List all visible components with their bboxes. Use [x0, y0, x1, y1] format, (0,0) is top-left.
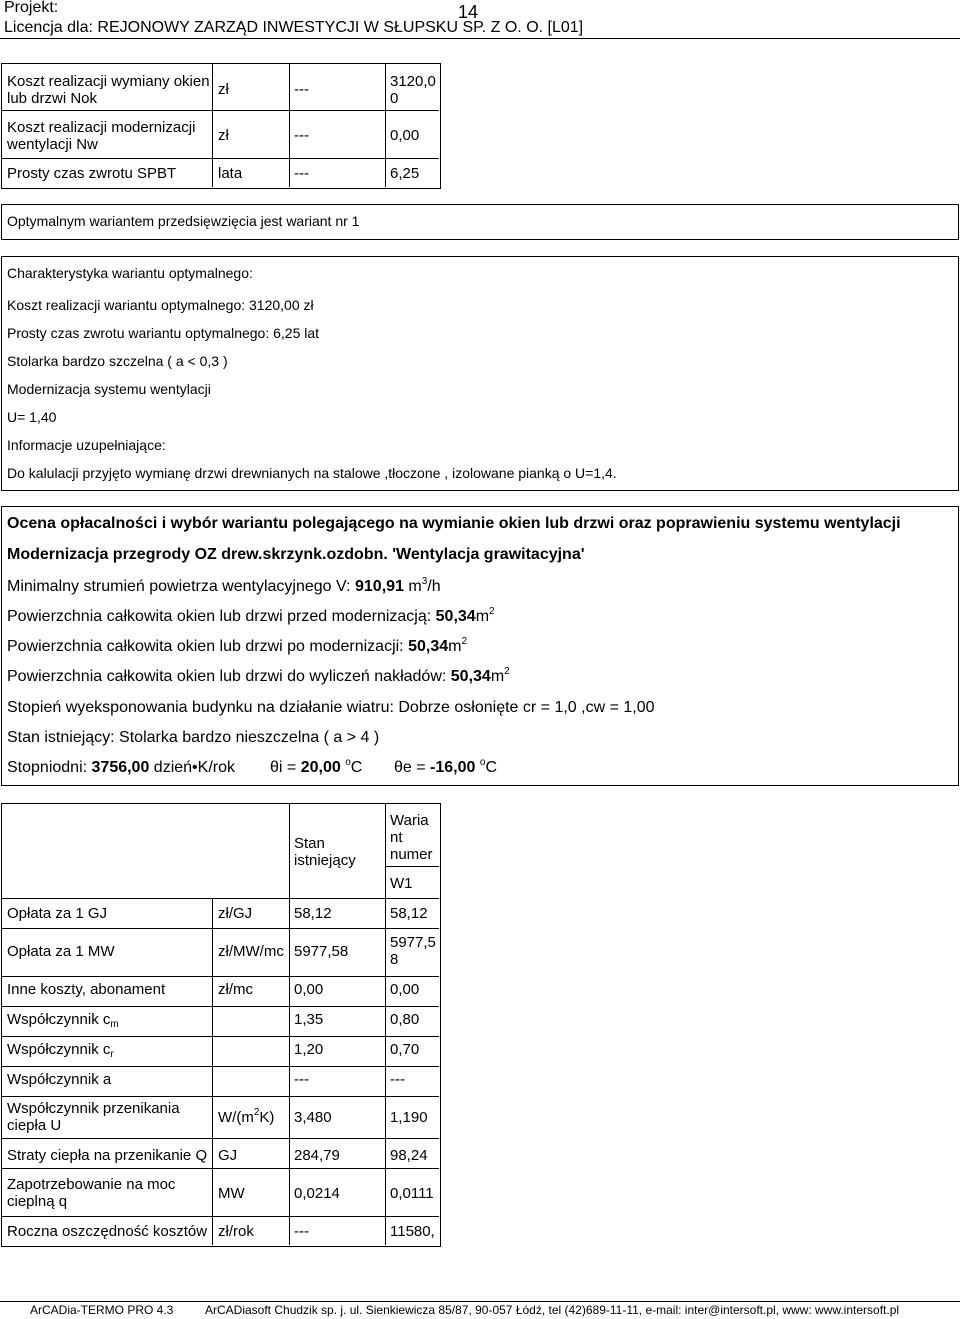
- ventilation-cost-label-2: wentylacji Nw: [7, 136, 98, 153]
- area-after-exp: 2: [461, 636, 468, 647]
- row-gj-variant: 58,12: [390, 905, 428, 922]
- row-gj-state: 58,12: [294, 905, 332, 922]
- area-after-label: Powierzchnia całkowita okien lub drzwi po modernizacji:: [7, 638, 409, 655]
- row-q-label: Straty ciepła na przenikanie Q: [7, 1147, 208, 1164]
- spbt-value: 6,25: [390, 165, 420, 182]
- degree-days-label: Stopniodni:: [7, 759, 92, 776]
- row-cr-state: 1,20: [294, 1041, 324, 1058]
- row-cm-state: 1,35: [294, 1011, 324, 1028]
- window-cost-label-2: lub drzwi Nok: [7, 90, 98, 107]
- theta-i-deg: o: [345, 757, 351, 768]
- row-power-unit: MW: [218, 1185, 245, 1202]
- area-after-unit: m: [448, 638, 462, 655]
- license-line: Licencja dla: REJONOWY ZARZĄD INWESTYCJI W SŁUPSKU SP. Z O. O. [L01]: [4, 19, 584, 36]
- theta-e-unit: C: [485, 759, 497, 776]
- airflow-exp: 3: [421, 576, 428, 587]
- area-before-unit: m: [475, 608, 490, 625]
- window-cost-value: 3120,0: [390, 73, 436, 90]
- theta-i: [270, 759, 362, 777]
- spbt-unit: lata: [218, 165, 243, 182]
- col-variant-id: W1: [390, 875, 413, 892]
- theta-i-value: 20,00: [300, 759, 341, 776]
- footer-company: ArCADiasoft Chudzik sp. j. ul. Sienkiewicza 85/87, 90-057 Łódź, tel (42)689-11-11, e-mail: inter@intersoft.pl, www: www.intersoft.pl: [205, 1303, 900, 1317]
- area-cost-label: Powierzchnia całkowita okien lub drzwi do wyliczeń nakładów:: [7, 668, 451, 685]
- row-mw-variant-2: 8: [390, 951, 399, 968]
- row-u-label-2: ciepła U: [7, 1117, 62, 1134]
- theta-i-unit: C: [350, 759, 363, 776]
- col-variant-header-1: Waria: [390, 812, 429, 829]
- theta-i-symbol: θ: [270, 759, 279, 776]
- airflow-value: 910,91: [355, 578, 404, 595]
- row-power-label: Zapotrzebowanie na moc: [7, 1176, 176, 1193]
- ventilation-cost-value: 0,00: [390, 127, 420, 144]
- row-q-state: 284,79: [294, 1147, 340, 1164]
- row-cm-label: [7, 1011, 119, 1028]
- row-u-state: 3,480: [294, 1109, 332, 1126]
- row-savings-state: ---: [294, 1223, 309, 1240]
- row-cr-label-text: Współczynnik c: [7, 1041, 111, 1058]
- row-other-state: 0,00: [294, 981, 324, 998]
- col-state-header-2: istniejący: [294, 852, 356, 869]
- col-state-header-1: Stan: [294, 835, 325, 852]
- airflow-line: [7, 578, 441, 596]
- area-cost-line: [7, 668, 510, 686]
- optimal-variant-text: Optymalnym wariantem przedsięwzięcia jest wariant nr 1: [7, 213, 360, 229]
- row-power-variant: 0,0111: [390, 1185, 434, 1202]
- assessment-title: Ocena opłacalności i wybór wariantu polegającego na wymianie okien lub drzwi oraz poprawieniu systemu wentylacji: [7, 515, 901, 532]
- u-value: U= 1,40: [7, 409, 57, 425]
- area-before-line: [7, 608, 495, 626]
- row-cr-label-sub: r: [110, 1049, 114, 1060]
- theta-i-label: i =: [278, 759, 301, 776]
- row-u-unit-tail: K): [259, 1109, 275, 1126]
- theta-e-label: e =: [402, 759, 431, 776]
- row-u-label: Współczynnik przenikania: [7, 1100, 180, 1117]
- info-text: Do kalulacji przyjęto wymianę drzwi drewnianych na stalowe ,tłoczone , izolowane pianką o U=1,4.: [7, 465, 617, 481]
- theta-e-deg: o: [479, 757, 486, 768]
- ventilation-cost-dash: ---: [294, 127, 309, 144]
- row-gj-unit: zł/GJ: [218, 905, 253, 922]
- theta-e-value: -16,00: [430, 759, 476, 776]
- row-mw-unit: zł/MW/mc: [218, 943, 284, 960]
- row-a-variant: ---: [390, 1071, 405, 1088]
- characteristics-box: [1, 256, 959, 491]
- col-variant-header-3: numer: [390, 846, 433, 863]
- airflow-tail: /h: [427, 578, 441, 595]
- characteristics-heading: Charakterystyka wariantu optymalnego:: [7, 265, 253, 281]
- row-gj-label: Opłata za 1 GJ: [7, 905, 108, 922]
- row-mw-state: 5977,58: [294, 943, 349, 960]
- row-u-unit-text: W/(m: [218, 1109, 254, 1126]
- degree-days-value: 3756,00: [91, 759, 150, 776]
- row-mw-variant: 5977,5: [390, 934, 436, 951]
- row-cm-label-text: Współczynnik c: [7, 1011, 111, 1028]
- optimal-cost-line: Koszt realizacji wariantu optymalnego: 3120,00 zł: [7, 297, 314, 313]
- footer-rule: [0, 1301, 960, 1302]
- header-rule: [0, 38, 960, 39]
- row-u-unit: [218, 1109, 274, 1126]
- ventilation-item: Modernizacja systemu wentylacji: [7, 381, 211, 397]
- spbt-dash: ---: [294, 165, 309, 182]
- page-number: 14: [458, 2, 479, 22]
- row-u-unit-exp: 2: [253, 1107, 260, 1118]
- wind-exposure-line: Stopień wyeksponowania budynku na działanie wiatru: Dobrze osłonięte cr = 1,0 ,cw = 1,00: [7, 699, 655, 716]
- row-cr-variant: 0,70: [390, 1041, 420, 1058]
- row-a-label: Współczynnik a: [7, 1071, 112, 1088]
- area-cost-unit: m: [490, 668, 505, 685]
- existing-state-line: Stan istniejący: Stolarka bardzo nieszczelna ( a > 4 ): [7, 729, 380, 746]
- row-cm-variant: 0,80: [390, 1011, 420, 1028]
- degree-days-unit: dzień•K/rok: [149, 759, 235, 776]
- row-mw-label: Opłata za 1 MW: [7, 943, 115, 960]
- row-power-state: 0,0214: [294, 1185, 340, 1202]
- row-other-label: Inne koszty, abonament: [7, 981, 166, 998]
- area-after-value: 50,34: [408, 638, 449, 655]
- ventilation-cost-label: Koszt realizacji modernizacji: [7, 119, 196, 136]
- window-cost-value-2: 0: [390, 90, 399, 107]
- area-before-label: Powierzchnia całkowita okien lub drzwi przed modernizacją:: [7, 608, 436, 625]
- theta-e-symbol: θ: [394, 759, 403, 776]
- window-cost-dash: ---: [294, 81, 309, 98]
- window-cost-label: Koszt realizacji wymiany okien: [7, 73, 210, 90]
- airflow-label: Minimalny strumień powietrza wentylacyjnego V:: [7, 578, 355, 595]
- row-other-variant: 0,00: [390, 981, 420, 998]
- row-a-state: ---: [294, 1071, 309, 1088]
- row-cr-label: [7, 1041, 114, 1058]
- row-power-label-2: cieplną q: [7, 1193, 68, 1210]
- row-q-variant: 98,24: [390, 1147, 428, 1164]
- area-before-value: 50,34: [435, 608, 476, 625]
- ventilation-cost-unit: zł: [218, 127, 229, 144]
- area-after-line: [7, 638, 467, 656]
- theta-e: [394, 759, 497, 777]
- row-u-variant: 1,190: [390, 1109, 428, 1126]
- window-cost-unit: zł: [218, 81, 229, 98]
- area-before-exp: 2: [489, 606, 495, 617]
- area-cost-exp: 2: [504, 666, 510, 677]
- airflow-unit: m: [403, 578, 422, 595]
- assessment-subtitle: Modernizacja przegrody OZ drew.skrzynk.ozdobn. 'Wentylacja grawitacyjna': [7, 546, 585, 563]
- row-savings-variant: 11580,: [390, 1223, 435, 1240]
- row-savings-label: Roczna oszczędność kosztów: [7, 1223, 208, 1240]
- degree-days-line: [7, 759, 235, 777]
- col-variant-header-2: nt: [390, 829, 403, 846]
- project-label: Projekt:: [4, 0, 59, 16]
- row-cm-label-sub: m: [110, 1019, 119, 1030]
- footer-software: ArCADia-TERMO PRO 4.3: [30, 1303, 174, 1317]
- row-other-unit: zł/mc: [218, 981, 253, 998]
- spbt-label: Prosty czas zwrotu SPBT: [7, 165, 177, 182]
- info-heading: Informacje uzupełniające:: [7, 437, 166, 453]
- optimal-payback-line: Prosty czas zwrotu wariantu optymalnego: 6,25 lat: [7, 325, 320, 341]
- area-cost-value: 50,34: [450, 668, 491, 685]
- row-savings-unit: zł/rok: [218, 1223, 254, 1240]
- row-q-unit: GJ: [218, 1147, 238, 1164]
- joinery-item: Stolarka bardzo szczelna ( a < 0,3 ): [7, 353, 228, 369]
